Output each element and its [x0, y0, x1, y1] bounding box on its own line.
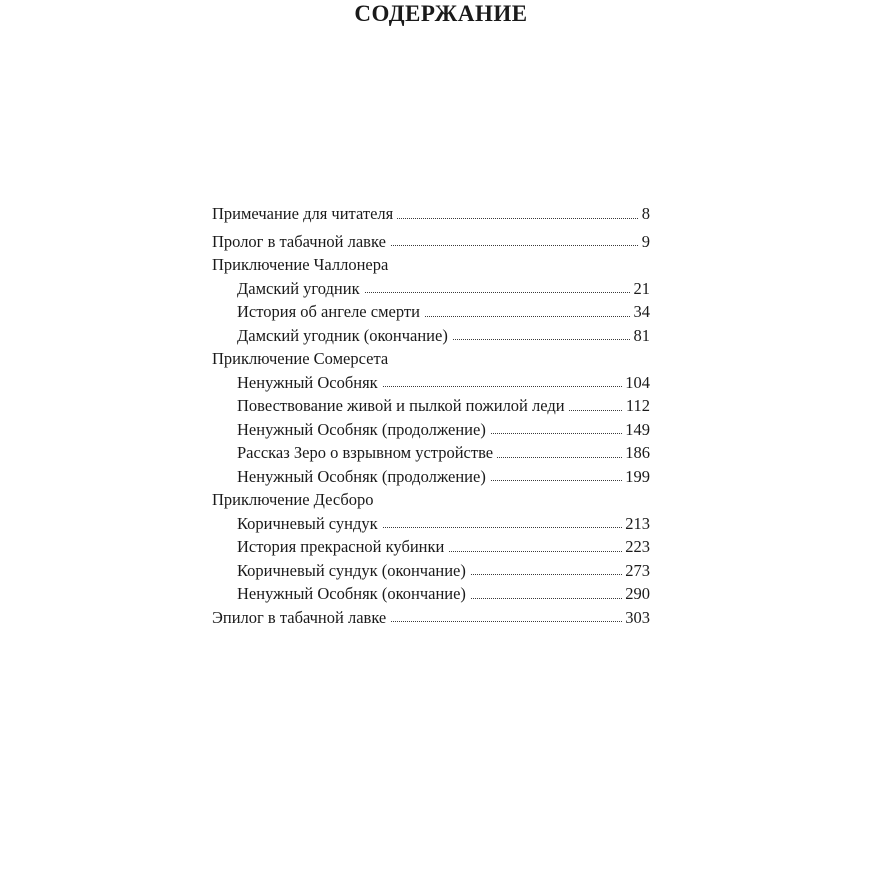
toc-entry-page: 21: [631, 277, 651, 301]
toc-entry-page: 9: [639, 230, 650, 254]
toc-section-title: Приключение Чаллонера: [212, 255, 392, 274]
toc-entry-title: Дамский угодник: [237, 279, 364, 298]
toc-entry-title: Эпилог в табачной лавке: [212, 608, 390, 627]
toc-section-heading: [212, 347, 650, 371]
toc-entry-title: История прекрасной кубинки: [237, 537, 448, 556]
toc-section-title: Приключение Десборо: [212, 490, 378, 509]
toc-entry-page: 273: [622, 559, 650, 583]
toc-entry-page: 290: [622, 582, 650, 606]
toc-entry: [212, 559, 650, 583]
toc-section-title: Приключение Сомерсета: [212, 349, 392, 368]
toc-entry-title: Коричневый сундук: [237, 514, 382, 533]
toc-entry: [212, 324, 650, 348]
toc-entry: [212, 441, 650, 465]
toc-entry-page: 34: [631, 300, 651, 324]
toc-entry-title: Пролог в табачной лавке: [212, 232, 390, 251]
toc-entry: [212, 512, 650, 536]
toc-entry-title: Ненужный Особняк (окончание): [237, 584, 470, 603]
toc-entry-title: Дамский угодник (окончание): [237, 326, 452, 345]
toc-entry: [212, 277, 650, 301]
toc-entry: [212, 582, 650, 606]
toc-entry-title: Повествование живой и пылкой пожилой леди: [237, 396, 569, 415]
toc-entry-title: История об ангеле смерти: [237, 302, 424, 321]
toc-entry-page: 186: [622, 441, 650, 465]
toc-section-heading: [212, 488, 650, 512]
toc-entry-page: 213: [622, 512, 650, 536]
toc-entry-page: 81: [631, 324, 651, 348]
toc-section-heading: [212, 253, 650, 277]
toc-entry: [212, 202, 650, 226]
toc-entry: [212, 606, 650, 630]
toc-entry-title: Ненужный Особняк (продолжение): [237, 467, 490, 486]
toc-entry-page: 8: [639, 202, 650, 226]
toc-entry-title: Примечание для читателя: [212, 204, 397, 223]
toc-entry-page: 223: [622, 535, 650, 559]
toc-entry: [212, 535, 650, 559]
toc-entry-page: 104: [622, 371, 650, 395]
toc-entry-page: 112: [623, 394, 650, 418]
toc-entry: [212, 230, 650, 254]
toc-entry-page: 303: [622, 606, 650, 630]
toc-entry-title: Ненужный Особняк: [237, 373, 382, 392]
toc-entry-title: Рассказ Зеро о взрывном устройстве: [237, 443, 497, 462]
toc-entry: [212, 465, 650, 489]
toc-entry-title: Коричневый сундук (окончание): [237, 561, 470, 580]
page-title: СОДЕРЖАНИЕ: [354, 1, 528, 26]
toc-entry-page: 149: [622, 418, 650, 442]
toc-entry-title: Ненужный Особняк (продолжение): [237, 420, 490, 439]
table-of-contents: [212, 202, 650, 629]
toc-entry: [212, 371, 650, 395]
toc-entry: [212, 394, 650, 418]
toc-entry-page: 199: [622, 465, 650, 489]
toc-entry: [212, 418, 650, 442]
toc-entry: [212, 300, 650, 324]
